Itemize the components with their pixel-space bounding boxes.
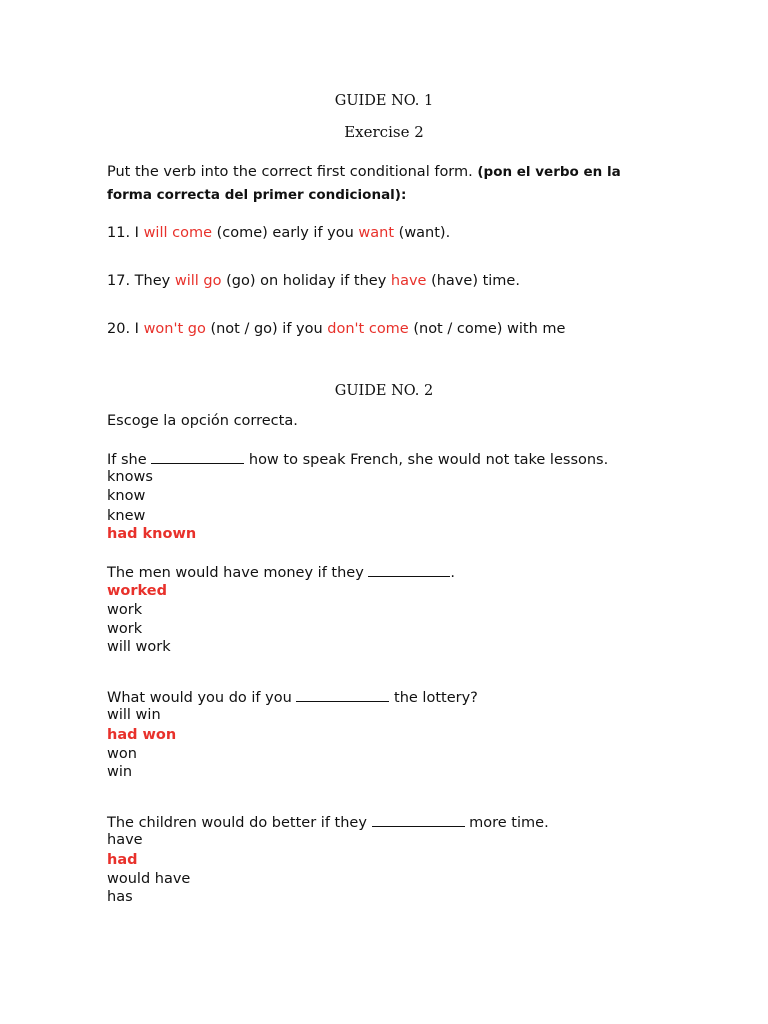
item-text: (not / come) with me	[413, 321, 566, 337]
answer-2: want	[358, 225, 395, 241]
guide1-instruction-line1	[107, 163, 621, 181]
question-text-pre: What would you do if you	[107, 690, 292, 706]
option: know	[107, 488, 146, 504]
option: will win	[107, 707, 161, 723]
option: has	[107, 889, 133, 905]
item-text: (go) on holiday if they	[226, 273, 387, 289]
item-text: (not / go) if you	[210, 321, 323, 337]
question-1	[107, 450, 608, 469]
instruction-text: Put the verb into the correct first conditional form.	[107, 164, 473, 180]
answer-1: will go	[174, 273, 222, 289]
item-subject: I	[134, 321, 139, 337]
question-3	[107, 688, 478, 707]
answer-2: don't come	[327, 321, 409, 337]
guide1-item-17	[107, 272, 520, 290]
question-text-pre: If she	[107, 452, 147, 468]
option: work	[107, 621, 143, 637]
item-text: (come) early if you	[216, 225, 354, 241]
option-correct: had	[107, 852, 138, 868]
question-text-post: more time.	[469, 815, 549, 831]
guide1-item-11	[107, 224, 450, 242]
option: win	[107, 764, 133, 780]
answer-1: won't go	[143, 321, 206, 337]
option: will work	[107, 639, 171, 655]
option-correct: worked	[107, 583, 167, 599]
guide2-title: GUIDE NO. 2	[334, 383, 434, 399]
question-text-pre: The men would have money if they	[107, 565, 364, 581]
question-2	[107, 563, 455, 582]
answer-2: have	[390, 273, 427, 289]
option: would have	[107, 871, 191, 887]
instruction-es-1: (pon el verbo en la	[477, 164, 621, 180]
guide2-instruction: Escoge la opción correcta.	[107, 413, 298, 429]
option: work	[107, 602, 143, 618]
guide1-instruction-line2: forma correcta del primer condicional):	[107, 187, 407, 203]
option: won	[107, 746, 137, 762]
question-text-post: the lottery?	[394, 690, 478, 706]
answer-blank	[372, 813, 465, 827]
item-text: (have) time.	[431, 273, 520, 289]
item-subject: I	[134, 225, 139, 241]
item-text: (want).	[398, 225, 451, 241]
option-correct: had won	[107, 727, 177, 743]
option-correct: had known	[107, 526, 197, 542]
option: have	[107, 832, 143, 848]
item-number: 11.	[107, 225, 131, 241]
question-text-post: .	[450, 565, 456, 581]
guide1-title: GUIDE NO. 1	[334, 93, 434, 109]
question-text-post: how to speak French, she would not take lessons.	[248, 452, 609, 468]
option: knows	[107, 469, 153, 485]
option: knew	[107, 508, 146, 524]
guide1-exercise-heading: Exercise 2	[344, 123, 424, 141]
answer-1: will come	[143, 225, 213, 241]
item-number: 20.	[107, 321, 131, 337]
question-text-pre: The children would do better if they	[107, 815, 367, 831]
guide1-item-20	[107, 320, 565, 338]
answer-blank	[151, 450, 244, 464]
item-number: 17.	[107, 273, 131, 289]
item-subject: They	[134, 273, 171, 289]
answer-blank	[296, 688, 389, 702]
question-4	[107, 813, 549, 832]
answer-blank	[368, 563, 450, 577]
